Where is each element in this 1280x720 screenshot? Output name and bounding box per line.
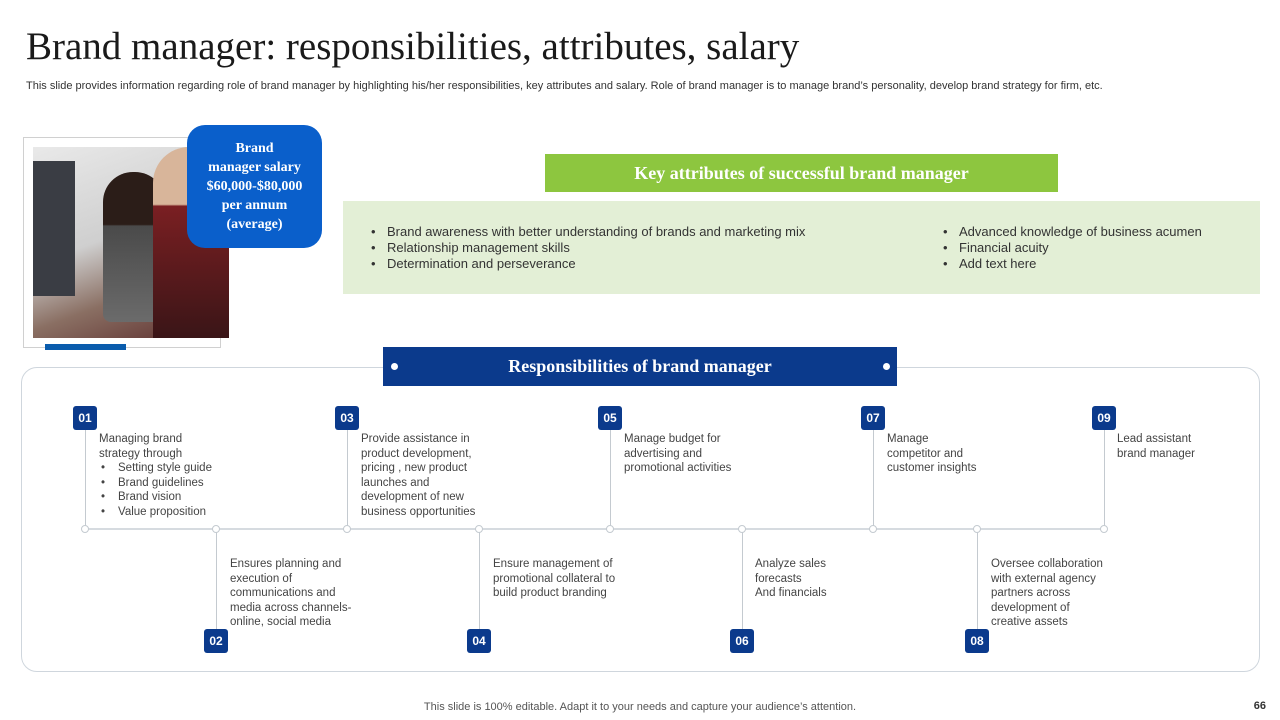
slide-subtitle: This slide provides information regarding role of brand manager by highlighting his/her responsibilities, key attributes and salary. Role of brand manager is to manage brand’s personality, develop brand strategy for firm, etc. <box>26 80 1103 92</box>
step-number-badge: 01 <box>73 406 97 430</box>
timeline-dot-icon <box>973 525 981 533</box>
attribute-item: • Add text here <box>939 256 1202 272</box>
step-text: Provide assistance in product development, pricing , new product launches and development of new business opportunities <box>361 433 476 518</box>
timeline-connector <box>1104 429 1105 529</box>
attribute-item: • Relationship management skills <box>367 240 805 256</box>
timeline-dot-icon <box>606 525 614 533</box>
timeline-dot-icon <box>738 525 746 533</box>
timeline-connector <box>216 529 217 629</box>
timeline-axis <box>84 528 1106 530</box>
step-text: Ensure management of promotional collateral to build product branding <box>493 558 616 599</box>
timeline-connector <box>977 529 978 629</box>
step-text: Manage competitor and customer insights <box>887 433 977 474</box>
step-bullet: • Brand vision <box>99 490 212 505</box>
timeline-dot-icon <box>343 525 351 533</box>
page-number: 66 <box>1253 700 1266 712</box>
attribute-item: • Advanced knowledge of business acumen <box>939 224 1202 240</box>
header-dot-icon <box>391 363 398 370</box>
step-bullet: • Value proposition <box>99 505 212 520</box>
photo-accent-bar <box>45 344 126 350</box>
responsibilities-header-label: Responsibilities of brand manager <box>508 356 772 376</box>
step-number-badge: 06 <box>730 629 754 653</box>
attribute-item: • Financial acuity <box>939 240 1202 256</box>
timeline-connector <box>347 429 348 529</box>
step-bullet: • Brand guidelines <box>99 476 212 491</box>
step-02 <box>230 557 351 630</box>
step-number-badge: 09 <box>1092 406 1116 430</box>
timeline-dot-icon <box>1100 525 1108 533</box>
timeline-connector <box>479 529 480 629</box>
attributes-panel <box>343 201 1260 294</box>
step-09 <box>1117 432 1195 461</box>
attribute-item: • Brand awareness with better understanding of brands and marketing mix <box>367 224 805 240</box>
step-text: Manage budget for advertising and promotional activities <box>624 433 732 474</box>
header-dot-icon <box>883 363 890 370</box>
step-04 <box>493 557 615 601</box>
step-number-badge: 07 <box>861 406 885 430</box>
timeline-dot-icon <box>475 525 483 533</box>
step-text: Oversee collaboration with external agency partners across development of creative assets <box>991 558 1103 628</box>
attributes-list-left <box>367 224 805 272</box>
step-05 <box>624 432 731 476</box>
timeline-dot-icon <box>81 525 89 533</box>
step-number-badge: 02 <box>204 629 228 653</box>
step-number-badge: 03 <box>335 406 359 430</box>
photo-monitor-shape <box>33 161 75 296</box>
step-06 <box>755 557 827 601</box>
step-08 <box>991 557 1103 630</box>
timeline-connector <box>742 529 743 629</box>
step-number-badge: 04 <box>467 629 491 653</box>
attribute-item: • Determination and perseverance <box>367 256 805 272</box>
salary-badge: Brand manager salary $60,000-$80,000 per annum (average) <box>187 125 322 248</box>
step-text: Lead assistant brand manager <box>1117 433 1195 460</box>
slide-title: Brand manager: responsibilities, attributes, salary <box>26 25 800 68</box>
step-01 <box>99 432 212 519</box>
timeline-dot-icon <box>212 525 220 533</box>
step-03 <box>361 432 475 519</box>
step-number-badge: 05 <box>598 406 622 430</box>
timeline-connector <box>610 429 611 529</box>
responsibilities-header <box>383 347 897 386</box>
step-text: Ensures planning and execution of communications and media across channels- online, social media <box>230 558 352 628</box>
timeline-connector <box>85 429 86 529</box>
timeline-dot-icon <box>869 525 877 533</box>
slide-footer: This slide is 100% editable. Adapt it to your needs and capture your audience’s attention. <box>423 701 857 713</box>
timeline-connector <box>873 429 874 529</box>
step-bullet: • Setting style guide <box>99 461 212 476</box>
attributes-header: Key attributes of successful brand manager <box>545 154 1058 192</box>
step-07 <box>887 432 976 476</box>
attributes-list-right <box>939 224 1202 272</box>
step-text: Analyze sales forecasts And financials <box>755 558 827 599</box>
step-text: Managing brand strategy through <box>99 433 183 460</box>
step-number-badge: 08 <box>965 629 989 653</box>
step-bullet-list <box>99 461 212 519</box>
